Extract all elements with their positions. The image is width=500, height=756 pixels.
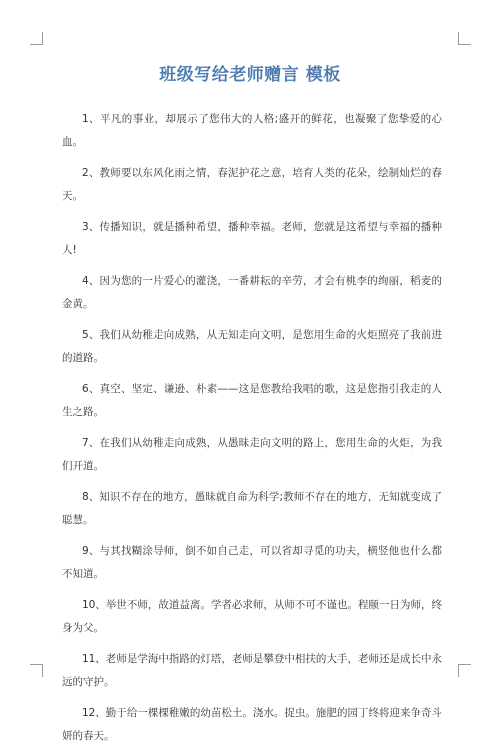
list-item: 11、老师是学海中指路的灯塔，老师是攀登中相扶的大手，老师还是成长中永远的守护。 (62, 653, 442, 688)
list-item: 9、与其找糊涂导师，倒不如自己走，可以省却寻觅的功夫，横竖他也什么都不知道。 (62, 545, 442, 580)
list-item: 6、真空、坚定、谦逊、朴素——这是您教给我唱的歌，这是您指引我走的人生之路。 (62, 383, 442, 418)
list-item: 1、平凡的事业，却展示了您伟大的人格;盛开的鲜花，也凝聚了您挚爱的心血。 (62, 113, 442, 148)
list-item: 7、在我们从幼稚走向成熟，从愚昧走向文明的路上，您用生命的火炬，为我们开道。 (62, 437, 442, 472)
document-body (62, 108, 442, 756)
list-item: 4、因为您的一片爱心的灌浇，一番耕耘的辛劳，才会有桃李的绚丽，稻麦的金黄。 (62, 275, 442, 310)
list-item: 3、传播知识，就是播种希望，播种幸福。老师，您就是这希望与幸福的播种人! (62, 221, 442, 256)
crop-mark-top-right (458, 32, 471, 45)
list-item: 10、举世不师，故道益离。学者必求师，从师不可不谨也。程颐一日为师，终身为父。 (62, 599, 442, 634)
list-item: 5、我们从幼稚走向成熟，从无知走向文明，是您用生命的火炬照亮了我前进的道路。 (62, 329, 442, 364)
crop-mark-bottom-left (30, 664, 43, 677)
list-item: 8、知识不存在的地方，愚昧就自命为科学;教师不存在的地方，无知就变成了聪慧。 (62, 491, 442, 526)
list-item: 2、教师要以东风化雨之情，春泥护花之意，培育人类的花朵，绘制灿烂的春天。 (62, 167, 442, 202)
crop-mark-bottom-right (458, 664, 471, 677)
list-item: 12、勤于给一棵棵稚嫩的幼苗松土。浇水。捉虫。施肥的园丁终将迎来争奇斗妍的春天。 (62, 707, 442, 742)
document-title: 班级写给老师赠言 模板 (159, 65, 341, 85)
crop-mark-top-left (30, 32, 43, 45)
